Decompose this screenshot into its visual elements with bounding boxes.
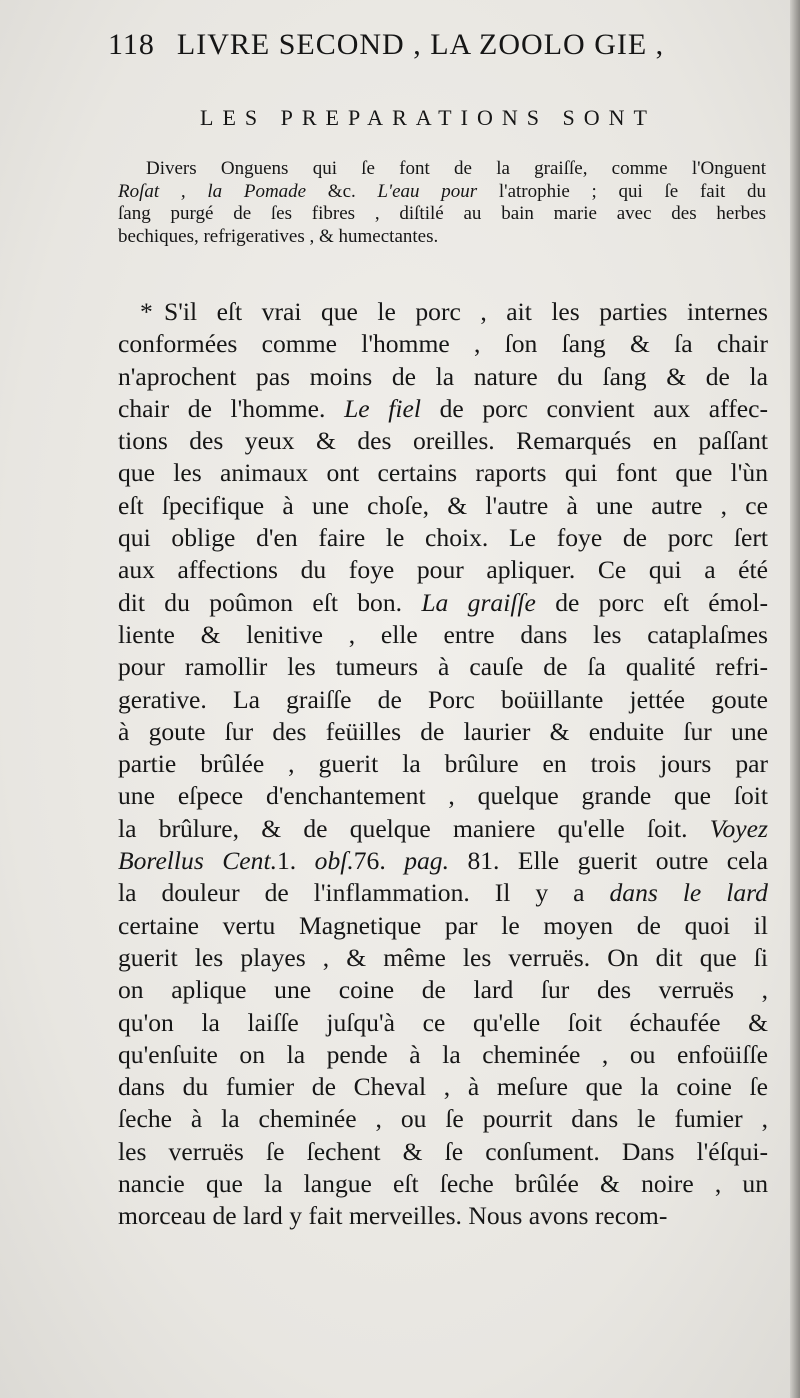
text-segment: &c. — [306, 180, 378, 202]
text-line — [118, 910, 768, 942]
text-segment: une eſpece d'enchantement , quelque grande que ſoit — [118, 781, 768, 811]
text-segment: ſeche à la cheminée , ou ſe pourrit dans le fumier , — [118, 1104, 768, 1134]
text-segment: de porc eſt émol- — [535, 587, 768, 617]
text-segment: de porc convient aux affec- — [420, 393, 768, 423]
italic-text: Voyez — [709, 813, 768, 843]
text-segment: bechiques, refrigeratives , & humectantes. — [118, 225, 439, 247]
text-segment: qu'on la laiſſe juſqu'à ce qu'elle ſoit échaufée & — [118, 1007, 768, 1037]
preparations-paragraph — [118, 158, 766, 248]
text-segment: aux affections du foye pour apliquer. Ce qui a été — [118, 555, 768, 585]
text-line — [118, 1200, 768, 1232]
italic-text: Borellus Cent. — [118, 846, 277, 876]
text-line — [118, 1168, 768, 1200]
text-segment: 76. — [353, 846, 405, 876]
text-line — [118, 1136, 768, 1168]
text-line — [118, 1071, 768, 1103]
text-segment: dans du fumier de Cheval , à meſure que la coine ſe — [118, 1072, 768, 1102]
text-line — [118, 203, 766, 226]
text-line — [118, 845, 768, 877]
text-line — [118, 425, 768, 457]
text-segment: dit du poûmon eſt bon. — [118, 587, 422, 617]
text-line — [118, 490, 768, 522]
text-line — [118, 587, 768, 619]
text-segment: 81. Elle guerit outre cela — [449, 846, 768, 876]
text-segment: les verruës ſe ſechent & ſe conſument. Dans l'éſqui- — [118, 1136, 768, 1166]
text-line — [118, 181, 766, 204]
text-segment: qui oblige d'en faire le choix. Le foye de porc ſert — [118, 523, 768, 553]
text-segment: chair de l'homme. — [118, 393, 345, 423]
text-line — [118, 684, 768, 716]
text-line — [118, 1007, 768, 1039]
italic-text: dans le lard — [609, 878, 768, 908]
main-paragraph — [118, 296, 768, 1233]
text-segment: l'atrophie ; qui ſe fait du — [477, 180, 766, 202]
text-line — [118, 1039, 768, 1071]
text-segment: conformées comme l'homme , ſon ſang & ſa chair — [118, 329, 768, 359]
text-line — [118, 296, 768, 328]
text-line — [118, 457, 768, 489]
text-line — [118, 1103, 768, 1135]
text-line — [118, 942, 768, 974]
text-line — [118, 780, 768, 812]
text-segment: la douleur de l'inflammation. Il y a — [118, 878, 610, 908]
text-line — [118, 877, 768, 909]
text-segment: à goute ſur des feüilles de laurier & enduite ſur une — [118, 716, 768, 746]
page-number: 118 — [108, 28, 155, 61]
text-line — [118, 619, 768, 651]
text-line — [118, 748, 768, 780]
text-segment: guerit les playes , & même les verruës. On dit que ſi — [118, 942, 768, 972]
text-segment: 1. — [276, 846, 315, 876]
italic-text: L'eau pour — [377, 180, 478, 202]
italic-text: La graiſſe — [421, 587, 536, 617]
text-line — [118, 716, 768, 748]
text-segment: liente & lenitive , elle entre dans les cataplaſmes — [118, 619, 768, 649]
italic-text: Roſat , la Pomade — [118, 180, 307, 202]
text-segment: certaine vertu Magnetique par le moyen de quoi il — [118, 910, 768, 940]
section-title: LES PREPARATIONS SONT — [200, 105, 656, 130]
italic-text: obſ. — [314, 846, 354, 876]
text-segment: qu'enſuite on la pende à la cheminée , ou enfoüiſſe — [118, 1039, 768, 1069]
page-edge-shadow — [790, 0, 800, 1398]
text-segment: morceau de lard y fait merveilles. Nous avons recom- — [118, 1201, 668, 1231]
text-segment: que les animaux ont certains raports qui font que l'ùn — [118, 458, 768, 488]
text-segment: tions des yeux & des oreilles. Remarqués en paſſant — [118, 426, 768, 456]
text-segment: Divers Onguens qui ſe font de la graiſſe, comme l'Onguent — [146, 158, 766, 179]
text-segment: partie brûlée , guerit la brûlure en trois jours par — [118, 749, 768, 779]
text-segment: pour ramollir les tumeurs à cauſe de ſa qualité refri- — [118, 652, 768, 682]
italic-text: Le fiel — [344, 393, 421, 423]
text-segment: ſang purgé de ſes fibres , diſtilé au bain marie avec des herbes — [118, 203, 766, 224]
footnote-asterisk: * — [140, 297, 153, 326]
text-segment: S'il eſt vrai que le porc , ait les parties internes — [164, 297, 768, 326]
page-header — [108, 28, 690, 76]
text-line — [118, 554, 768, 586]
text-segment: n'aprochent pas moins de la nature du ſang & de la — [118, 361, 768, 391]
text-segment: la brûlure, & de quelque maniere qu'elle ſoit. — [118, 813, 710, 843]
text-line — [118, 361, 768, 393]
text-line — [118, 651, 768, 683]
text-line — [118, 158, 766, 181]
text-line — [118, 226, 766, 249]
running-head: LIVRE SECOND , LA ZOOLO GIE , — [176, 28, 665, 61]
text-segment: gerative. La graiſſe de Porc boüillante jettée goute — [118, 684, 768, 714]
italic-text: pag. — [404, 846, 449, 876]
text-segment: nancie que la langue eſt ſeche brûlée & noire , un — [118, 1169, 768, 1199]
text-segment: on aplique une coine de lard ſur des verruës , — [118, 975, 768, 1005]
text-line — [118, 393, 768, 425]
text-line — [118, 813, 768, 845]
text-segment: eſt ſpecifique à une choſe, & l'autre à une autre , ce — [118, 490, 768, 520]
text-line — [118, 974, 768, 1006]
text-line — [118, 328, 768, 360]
text-line — [118, 522, 768, 554]
